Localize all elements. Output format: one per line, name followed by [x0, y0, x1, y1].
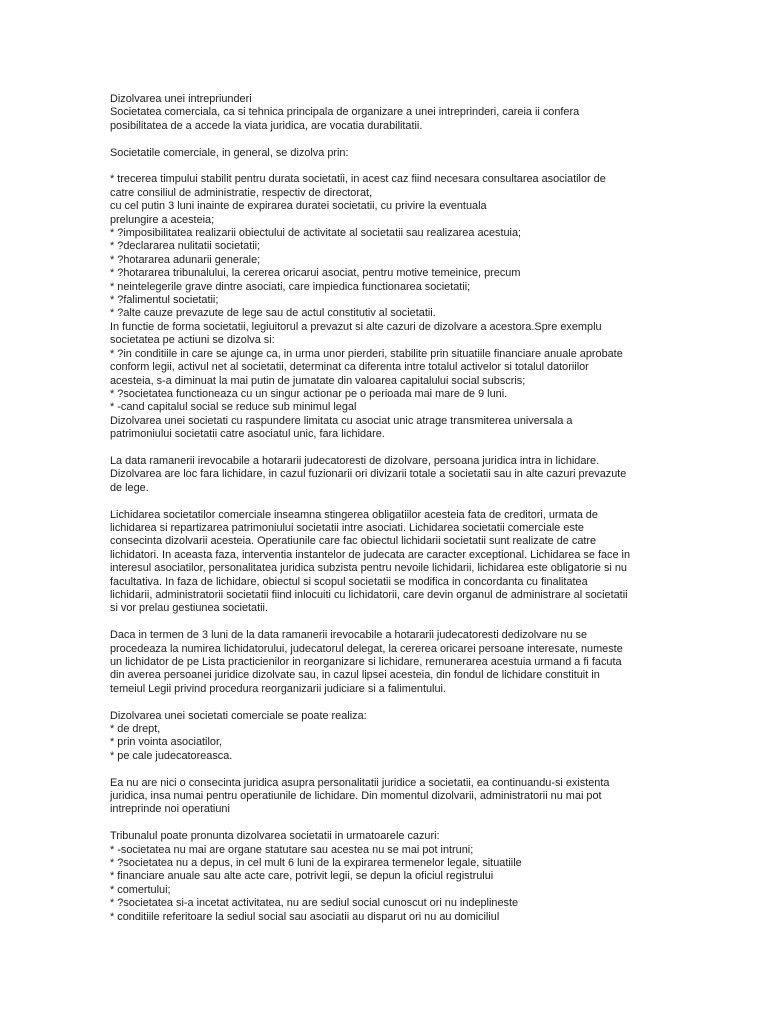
paragraph-gap — [110, 696, 655, 709]
text-line: * trecerea timpului stabilit pentru durata societatii, in acest caz fiind necesara consultarea asociatilor de — [110, 173, 606, 186]
text-line: * neintelegerile grave dintre asociati, care impiedica functionarea societatii; — [110, 280, 471, 293]
text-line: lichidarii, administratorii societatii fiind inlocuiti cu lichidatorii, care devin organul de administrare al societatii — [110, 588, 628, 601]
text-line: * ?in conditiile in care se ajunge ca, in urma unor pierderi, stabilite prin situatiile financiare anuale aprobate — [110, 347, 623, 360]
paragraph-gap — [110, 160, 655, 173]
text-line: si vor prelau gestiunea societatii. — [110, 602, 268, 615]
text-line: * conditiile referitoare la sediul social sau asociatii au disparut ori nu au domiciliul — [110, 910, 500, 923]
text-line: procedeaza la numirea lichidatorului, judecatorul delegat, la cererea oricarei persoane interesate, numeste — [110, 642, 623, 655]
paragraph — [110, 93, 655, 133]
paragraph — [110, 777, 655, 817]
text-line: cu cel putin 3 luni inainte de expirarea duratei societatii, cu privire la eventuala — [110, 200, 487, 213]
text-line: Societatile comerciale, in general, se dizolva prin: — [110, 146, 349, 159]
paragraph — [110, 629, 655, 696]
text-line: intreprinde noi operatiuni — [110, 803, 230, 816]
text-line: * de drept, — [110, 723, 161, 735]
paragraph — [110, 147, 655, 160]
text-line: * ?falimentul societatii; — [110, 294, 219, 307]
text-line: Dizolvarea are loc fara lichidare, in cazul fuzionarii ori divizarii totale a societatii sau in alte cazuri prevazute — [110, 468, 627, 481]
text-line: Daca in termen de 3 luni de la data ramanerii irevocabile a hotararii judecatoresti dedizolvare nu se — [110, 629, 588, 642]
text-line: * prin vointa asociatilor, — [110, 736, 222, 749]
text-line: de lege. — [110, 481, 149, 494]
text-line: conform legii, activul net al societatii, determinat ca diferenta intre totalul activelor si totalul datoriilor — [110, 361, 589, 374]
text-line: Dizolvarea unei societati cu raspundere limitata cu asociat unic atrage transmiterea universala a — [110, 414, 573, 427]
text-line: Dizolvarea unei societati comerciale se poate realiza: — [110, 709, 367, 722]
paragraph-gap — [110, 616, 655, 629]
text-line: * -cand capitalul social se reduce sub minimul legal — [110, 401, 357, 414]
text-line: din averea persoanei juridice dizolvate sau, in cazul lipsei acesteia, din fondul de lichidare constituit in — [110, 669, 600, 682]
text-line: * ?alte cauze prevazute de lege sau de actul constitutiv al societatii. — [110, 307, 436, 320]
text-line: In functie de forma societatii, legiuitorul a prevazut si alte cazuri de dizolvare a acestora.Spre exemplu — [110, 320, 602, 333]
paragraph-gap — [110, 133, 655, 146]
text-line: acesteia, s-a diminuat la mai putin de jumatate din valoarea capitalului social subscris; — [110, 374, 526, 387]
text-line: * ?declararea nulitatii societatii; — [110, 240, 261, 253]
text-line: consecinta dizolvarii acesteia. Operatiunile care fac obiectul lichidarii societatii sunt realizate de catre — [110, 535, 597, 548]
text-line: lichidatori. In aceasta faza, interventia instantelor de judecata are caracter exceptional. Lichidarea se face in — [110, 548, 631, 561]
paragraph-gap — [110, 442, 655, 455]
paragraph-gap — [110, 817, 655, 830]
text-line: * financiare anuale sau alte acte care, potrivit legii, se depun la oficiul registrului — [110, 870, 494, 883]
text-line: Tribunalul poate pronunta dizolvarea societatii in urmatoarele cazuri: — [110, 830, 440, 843]
text-line: * ?hotararea adunarii generale; — [110, 253, 261, 266]
text-line: * comertului; — [110, 883, 171, 896]
text-line: Ea nu are nici o consecinta juridica asupra personalitatii juridice a societatii, ea continuandu-si existenta — [110, 776, 610, 789]
text-line: * -societatea nu mai are organe statutare sau acestea nu se mai pot intruni; — [110, 843, 474, 856]
text-line: * ?imposibilitatea realizarii obiectului de activitate al societatii sau realizarea acestuia; — [110, 227, 522, 240]
text-line: * ?hotararea tribunalului, la cererea oricarui asociat, pentru motive temeinice, precum — [110, 267, 521, 280]
paragraph-gap — [110, 763, 655, 776]
text-line: societatea pe actiuni se dizolva si: — [110, 334, 275, 347]
paragraph-gap — [110, 495, 655, 508]
paragraph — [110, 173, 655, 441]
text-line: * ?societatea functioneaza cu un singur actionar pe o perioada mai mare de 9 luni. — [110, 387, 508, 400]
text-line: prelungire a acesteia; — [110, 213, 215, 226]
text-line: facultativa. In faza de lichidare, obiectul si scopul societatii se modifica in concordanta cu finalitatea — [110, 575, 588, 588]
text-line: posibilitatea de a accede la viata juridica, are vocatia durabilitatii. — [110, 119, 423, 132]
text-line: patrimoniului societatii catre asociatul unic, fara lichidare. — [110, 428, 385, 441]
text-line: * ?societatea nu a depus, in cel mult 6 luni de la expirarea termenelor legale, situatiile — [110, 857, 522, 870]
text-line: Societatea comerciala, ca si tehnica principala de organizare a unei intreprinderi, careia ii confera — [110, 106, 580, 119]
text-line: lichidarea si repartizarea patrimoniului societatii intre asociati. Lichidarea societatii comerciale este — [110, 521, 584, 534]
text-line: catre consiliul de administratie, respectiv de directorat, — [110, 186, 373, 199]
paragraph — [110, 830, 655, 924]
text-line: un lichidator de pe Lista practicienilor in reorganizare si lichidare, remunerarea acestuia urmand a fi facuta — [110, 655, 622, 668]
text-line: juridica, insa numai pentru operatiunile de lichidare. Din momentul dizolvarii, administratorii nu mai pot — [110, 790, 602, 803]
text-line: interesul asociatilor, personalitatea juridica subzista pentru nevoile lichidarii, lichidarea este obligatorie si nu — [110, 562, 627, 575]
text-line: La data ramanerii irevocabile a hotararii judecatoresti de dizolvare, persoana juridica intra in lichidare. — [110, 454, 600, 467]
paragraph — [110, 455, 655, 495]
text-line: * pe cale judecatoreasca. — [110, 749, 233, 762]
document-body — [110, 93, 655, 924]
text-line: Lichidarea societatilor comerciale inseamna stingerea obligatiilor acesteia fata de creditori, urmata de — [110, 508, 598, 521]
text-line: * ?societatea si-a incetat activitatea, nu are sediul social cunoscut ori nu indeplineste — [110, 897, 519, 910]
text-line: temeiul Legii privind procedura reorganizarii judiciare si a falimentului. — [110, 682, 446, 695]
paragraph — [110, 509, 655, 616]
paragraph — [110, 710, 655, 764]
text-line: Dizolvarea unei intrepriunderi — [110, 93, 252, 105]
